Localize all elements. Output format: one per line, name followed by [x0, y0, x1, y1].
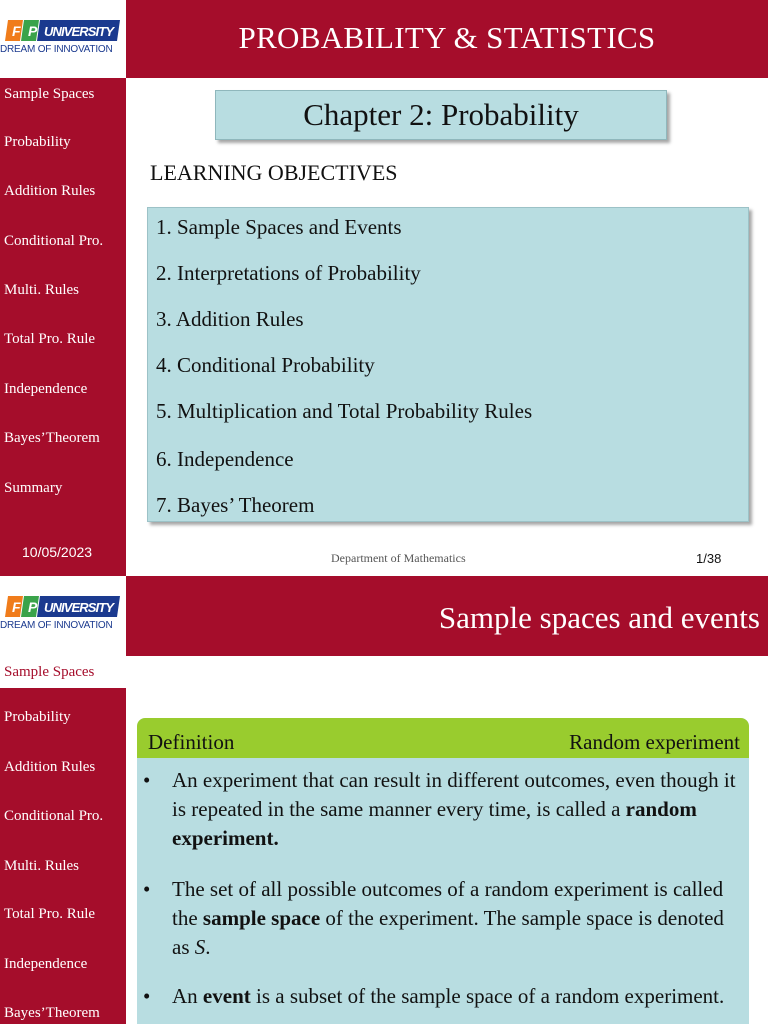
- sidebar-item-conditional-pro[interactable]: Conditional Pro.: [4, 233, 104, 249]
- sidebar-item-probability[interactable]: Probability: [4, 709, 71, 725]
- sidebar-item-probability[interactable]: Probability: [4, 134, 71, 150]
- sidebar-item-bayes-theorem[interactable]: Bayes’Theorem: [4, 430, 100, 446]
- section-title: Sample spaces and events: [438, 600, 760, 635]
- sidebar-item-independence[interactable]: Independence: [4, 381, 88, 397]
- fpt-logo-mark-icon: [4, 20, 120, 41]
- objectives-list: [147, 207, 749, 522]
- header-banner: [126, 0, 768, 78]
- bullet-icon: •: [143, 984, 151, 1008]
- sidebar-item-sample-spaces[interactable]: Sample Spaces: [4, 86, 95, 102]
- sidebar-item-sample-spaces[interactable]: Sample Spaces: [0, 656, 126, 688]
- objective-item: 1. Sample Spaces and Events: [156, 215, 402, 239]
- definition-header: [137, 718, 749, 758]
- objective-item: 6. Independence: [156, 447, 294, 471]
- bullet-text: An experiment that can result in different outcomes, even though it is repeated in the same manner every time, is called a random experiment.: [172, 768, 736, 850]
- sidebar-item-total-pro-rule[interactable]: Total Pro. Rule: [4, 906, 96, 922]
- sidebar-item-summary[interactable]: Summary: [4, 480, 63, 496]
- bullet-icon: •: [143, 877, 151, 901]
- sidebar-nav: [0, 656, 126, 1024]
- sidebar-item-multi-rules[interactable]: Multi. Rules: [4, 282, 80, 298]
- footer-department: Department of Mathematics: [331, 551, 466, 565]
- slide-date: 10/05/2023: [22, 544, 93, 560]
- definition-box: [137, 718, 749, 1024]
- bullet-icon: •: [143, 768, 151, 792]
- svg-text:UNIVERSITY: UNIVERSITY: [44, 24, 114, 39]
- sidebar-nav: [0, 78, 126, 576]
- sidebar-item-independence[interactable]: Independence: [4, 956, 88, 972]
- svg-text:P: P: [28, 23, 38, 39]
- slide-2: [0, 576, 768, 1024]
- logo-tagline: DREAM OF INNOVATION: [0, 620, 113, 631]
- definition-type: Random experiment: [569, 730, 740, 754]
- objective-item: 2. Interpretations of Probability: [156, 261, 421, 285]
- fpt-logo: [0, 576, 126, 654]
- objective-item: 5. Multiplication and Total Probability Rules: [156, 399, 533, 423]
- bullet-text: An event is a subset of the sample space of a random experiment.: [172, 984, 725, 1008]
- fpt-logo: [0, 0, 126, 78]
- course-title: PROBABILITY & STATISTICS: [238, 20, 656, 55]
- sidebar-item-addition-rules[interactable]: Addition Rules: [4, 759, 96, 775]
- header-banner: [126, 576, 768, 656]
- bullet-text: The set of all possible outcomes of a random experiment is called the sample space of the experiment. The sample space is denoted as S.: [172, 877, 724, 959]
- page-number: 1/38: [696, 551, 722, 566]
- chapter-title: Chapter 2: Probability: [215, 90, 667, 140]
- sidebar-item-conditional-pro[interactable]: Conditional Pro.: [4, 808, 104, 824]
- definition-label: Definition: [148, 730, 235, 754]
- logo-tagline: DREAM OF INNOVATION: [0, 44, 113, 55]
- sidebar-item-addition-rules[interactable]: Addition Rules: [4, 183, 96, 199]
- fpt-logo-mark-icon: [4, 596, 120, 617]
- objective-item: 4. Conditional Probability: [156, 353, 375, 377]
- svg-text:UNIVERSITY: UNIVERSITY: [44, 600, 114, 615]
- objectives-heading: LEARNING OBJECTIVES: [150, 160, 398, 185]
- sidebar-item-total-pro-rule[interactable]: Total Pro. Rule: [4, 331, 96, 347]
- sidebar-item-multi-rules[interactable]: Multi. Rules: [4, 858, 80, 874]
- svg-text:F: F: [12, 23, 21, 39]
- objective-item: 3. Addition Rules: [156, 307, 304, 331]
- svg-text:P: P: [28, 599, 38, 615]
- sidebar-item-bayes-theorem[interactable]: Bayes’Theorem: [4, 1005, 100, 1021]
- objective-item: 7. Bayes’ Theorem: [156, 493, 315, 517]
- svg-text:F: F: [12, 599, 21, 615]
